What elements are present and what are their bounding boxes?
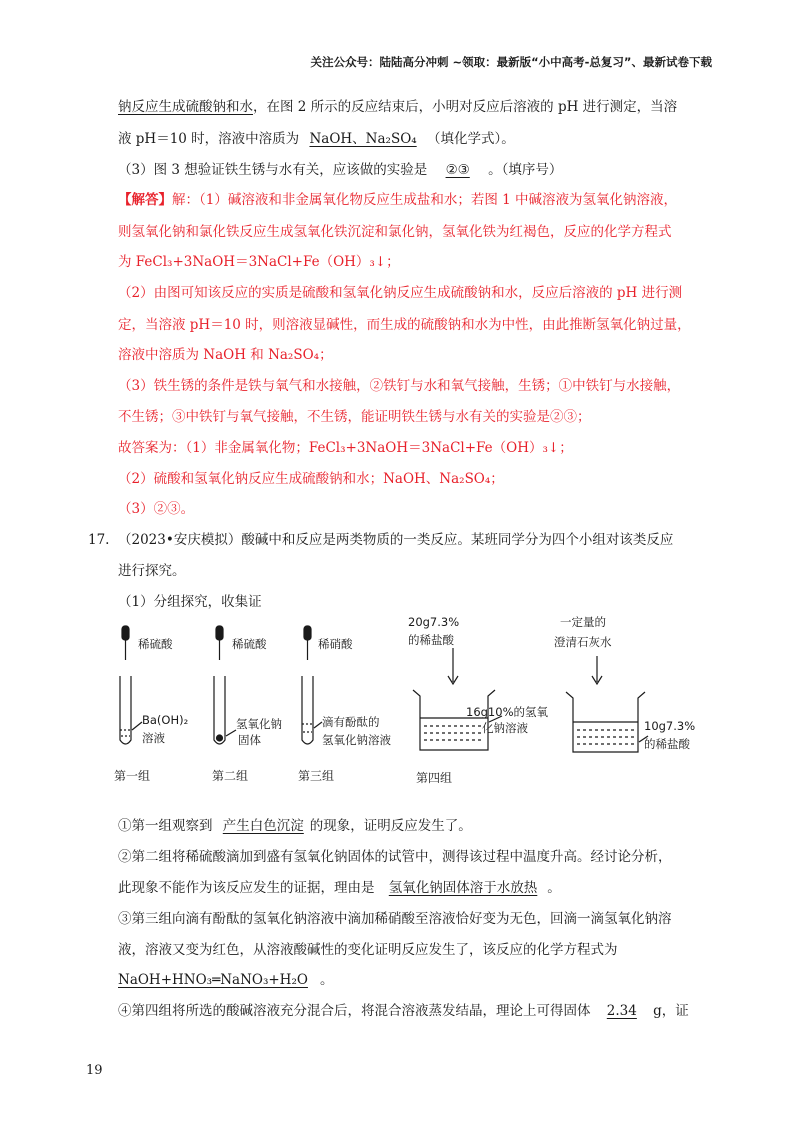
question-text: 进行探究。 xyxy=(118,563,186,579)
solution-line xyxy=(118,190,714,210)
fig-label: 稀硫酸 xyxy=(232,637,267,651)
text-line xyxy=(118,129,714,149)
text-line: ②第二组将稀硫酸滴加到盛有氢氧化钠固体的试管中，测得该过程中温度升高。经讨论分析， xyxy=(118,849,672,865)
answer-fill: 2.34 xyxy=(606,1003,637,1019)
page-number: 19 xyxy=(86,1063,103,1078)
solution-line: （3）②③。 xyxy=(118,501,195,517)
question-text: （2023•安庆模拟）酸碱中和反应是两类物质的一类反应。某班同学分为四个小组对该类反应 xyxy=(118,532,674,548)
group-label: 第四组 xyxy=(416,771,453,785)
text-line xyxy=(118,878,714,898)
text-span: 解：（1）碱溶液和非金属氧化物反应生成盐和水；若图 1 中碱溶液为氢氧化钠溶液， xyxy=(172,192,678,208)
answer-fill: 氢氧化钠固体溶于水放热 xyxy=(388,880,538,896)
text-line xyxy=(118,160,714,180)
text-span: 的现象，证明反应发生了。 xyxy=(309,818,472,834)
text-span: ，在图 2 所示的反应结束后，小明对反应后溶液的 pH 进行测定，当溶 xyxy=(253,99,678,115)
question-number: 17. xyxy=(88,532,110,548)
dropper-icon xyxy=(304,626,311,660)
text-line xyxy=(118,97,714,117)
group-label: 第二组 xyxy=(212,769,249,783)
solution-line: 则氢氧化钠和氯化铁反应生成氢氧化铁沉淀和氯化钠，氢氧化铁为红褐色，反应的化学方程式 xyxy=(118,224,672,240)
pointer-line xyxy=(132,722,142,730)
answer-fill: ②③ xyxy=(445,162,470,178)
fig-label: 滴有酚酞的 xyxy=(322,715,380,729)
text-span: 。 xyxy=(319,972,334,988)
page-header: 关注公众号：陆陆高分冲刺 ~领取：最新版“小中高考-总复习”、最新试卷下载 xyxy=(310,55,712,69)
test-tube-icon xyxy=(302,676,313,744)
group-label: 第三组 xyxy=(298,769,335,783)
solution-tag: 【解答】 xyxy=(118,192,172,208)
fig-label: 澄清石灰水 xyxy=(554,635,612,649)
text-span: 。 xyxy=(547,880,561,896)
fig-label: 一定量的 xyxy=(560,615,606,629)
text-span: （3）图 3 想验证铁生锈与水有关，应该做的实验是 xyxy=(118,162,428,178)
solution-line: （3）铁生锈的条件是铁与氧气和水接触，②铁钉与水和氧气接触，生锈；①中铁钉与水接触， xyxy=(118,378,681,394)
text-line: 液，溶液又变为红色，从溶液酸碱性的变化证明反应发生了，该反应的化学方程式为 xyxy=(118,942,618,958)
group-label: 第一组 xyxy=(114,769,151,783)
text-line xyxy=(118,970,714,990)
solution-line: 为 FeCl₃+3NaOH＝3NaCl+Fe（OH）₃↓； xyxy=(118,254,400,270)
answer-fill: NaOH+HNO₃═NaNO₃+H₂O xyxy=(118,972,308,988)
beaker-icon xyxy=(413,690,495,750)
test-tube-icon xyxy=(214,676,225,744)
text-span: 。（填序号） xyxy=(488,162,563,178)
fig-label: 10g7.3% xyxy=(644,719,696,733)
experiment-figure xyxy=(108,612,700,792)
pointer-line xyxy=(226,730,236,736)
solution-line: 故答案为：（1）非金属氧化物；FeCl₃+3NaOH＝3NaCl+Fe（OH）₃↓； xyxy=(118,440,573,456)
solution-line: 不生锈；③中铁钉与氧气接触，不生锈，能证明铁生锈与水有关的实验是②③； xyxy=(118,409,591,425)
fig-label: 的稀盐酸 xyxy=(408,633,454,647)
text-span: （填化学式）。 xyxy=(426,131,515,147)
solution-line: 定，当溶液 pH＝10 时，则溶液显碱性，而生成的硫酸钠和水为中性，由此推断氢氧化钠过量， xyxy=(118,317,691,333)
solution-line: （2）由图可知该反应的实质是硫酸和氢氧化钠反应生成硫酸钠和水，反应后溶液的 pH 进行测 xyxy=(118,285,683,301)
text-span: 液 pH＝10 时，溶液中溶质为 xyxy=(118,131,300,147)
text-span: 此现象不能作为该反应发生的证据，理由是 xyxy=(118,880,375,896)
solution-line: （2）硫酸和氢氧化钠反应生成硫酸钠和水；NaOH、Na₂SO₄； xyxy=(118,471,504,487)
solution-line: 溶液中溶质为 NaOH 和 Na₂SO₄； xyxy=(118,347,333,363)
beaker-icon xyxy=(566,692,645,752)
text-line xyxy=(118,816,714,836)
fig-label: 氢氧化钠溶液 xyxy=(322,733,391,747)
fig-label: 稀硫酸 xyxy=(138,637,173,651)
dropper-icon xyxy=(122,626,129,660)
text-line: ③第三组向滴有酚酞的氢氧化钠溶液中滴加稀硝酸至溶液恰好变为无色，回滴一滴氢氧化钠溶 xyxy=(118,911,672,927)
fig-label: 的稀盐酸 xyxy=(644,737,690,751)
text-span: ④第四组将所选的酸碱溶液充分混合后，将混合溶液蒸发结晶，理论上可得固体 xyxy=(118,1003,591,1019)
fig-label: Ba(OH)₂ xyxy=(142,713,189,727)
fig-label: 氢氧化钠 xyxy=(236,717,282,731)
dropper-icon xyxy=(216,626,223,660)
fig-label: 化钠溶液 xyxy=(482,721,528,735)
text-span: ①第一组观察到 xyxy=(118,818,213,834)
text-line xyxy=(118,1001,714,1021)
sub-question: （1）分组探究，收集证 xyxy=(118,594,262,610)
pointer-line xyxy=(314,722,322,728)
fig-label: 固体 xyxy=(238,733,261,747)
answer-fill: 钠反应生成硫酸钠和水 xyxy=(118,99,253,115)
answer-fill: 产生白色沉淀 xyxy=(222,818,304,834)
fig-label: 溶液 xyxy=(142,731,165,745)
text-span: g，证 xyxy=(653,1003,689,1019)
test-tube-icon xyxy=(120,676,131,744)
fig-label: 稀硝酸 xyxy=(318,637,353,651)
answer-fill: NaOH、Na₂SO₄ xyxy=(309,131,417,147)
fig-label: 16g10%的氢氧 xyxy=(466,705,548,719)
fig-label: 20g7.3% xyxy=(408,615,460,629)
